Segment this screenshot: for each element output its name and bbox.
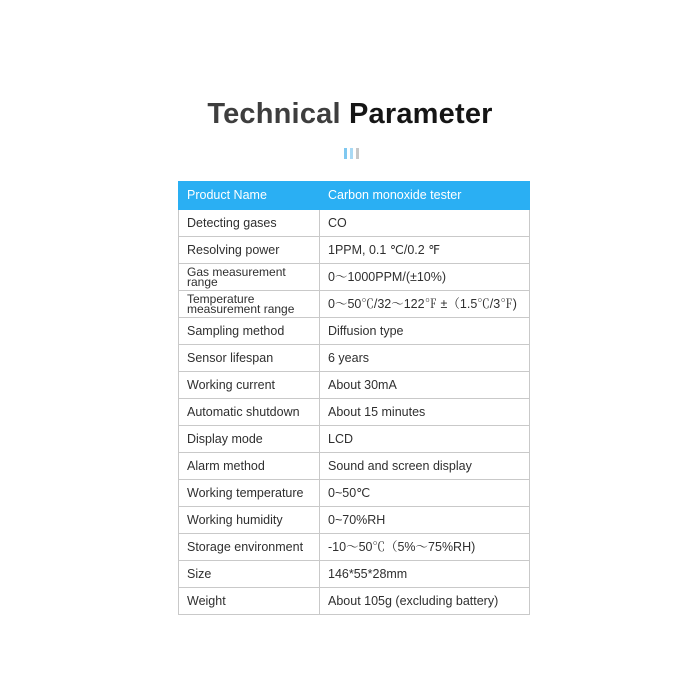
row-value: Diffusion type xyxy=(320,318,530,345)
decorative-bars-icon xyxy=(344,148,364,159)
table-row xyxy=(179,534,530,561)
row-label: Working humidity xyxy=(179,507,320,534)
row-label: Gas measurement range xyxy=(179,264,320,291)
row-label: Weight xyxy=(179,588,320,615)
row-value: -10～50℃（5%～75%RH) xyxy=(320,534,530,561)
table-row xyxy=(179,480,530,507)
table-row xyxy=(179,345,530,372)
row-label: Automatic shutdown xyxy=(179,399,320,426)
table-row xyxy=(179,264,530,291)
row-label: Storage environment xyxy=(179,534,320,561)
row-label: Alarm method xyxy=(179,453,320,480)
row-label: Detecting gases xyxy=(179,210,320,237)
row-value: 0～50℃/32～122℉ ±（1.5℃/3℉) xyxy=(320,291,530,318)
row-value: 6 years xyxy=(320,345,530,372)
bar-2 xyxy=(350,148,353,159)
page-title xyxy=(0,96,700,132)
row-label: Display mode xyxy=(179,426,320,453)
bar-3 xyxy=(356,148,359,159)
table-row xyxy=(179,399,530,426)
header-label: Product Name xyxy=(179,182,320,210)
row-value: 146*55*28mm xyxy=(320,561,530,588)
row-label: Working temperature xyxy=(179,480,320,507)
row-label: Sensor lifespan xyxy=(179,345,320,372)
row-value: About 30mA xyxy=(320,372,530,399)
title-part-parameter: Parameter xyxy=(349,98,493,130)
row-value: Sound and screen display xyxy=(320,453,530,480)
row-value: LCD xyxy=(320,426,530,453)
row-label: Temperature measurement range xyxy=(179,291,320,318)
table-row xyxy=(179,291,530,318)
table-row xyxy=(179,426,530,453)
row-value: CO xyxy=(320,210,530,237)
table-row xyxy=(179,507,530,534)
table-body xyxy=(179,210,530,615)
row-label: Resolving power xyxy=(179,237,320,264)
table-row xyxy=(179,453,530,480)
table-row xyxy=(179,318,530,345)
row-value: 0~70%RH xyxy=(320,507,530,534)
table-header-row xyxy=(179,182,530,210)
row-value: 0~50℃ xyxy=(320,480,530,507)
table-row xyxy=(179,372,530,399)
row-value: About 15 minutes xyxy=(320,399,530,426)
table-row xyxy=(179,588,530,615)
table-row xyxy=(179,237,530,264)
row-label: Sampling method xyxy=(179,318,320,345)
row-value: 0～1000PPM/(±10%) xyxy=(320,264,530,291)
row-label: Size xyxy=(179,561,320,588)
table-row xyxy=(179,210,530,237)
row-value: About 105g (excluding battery) xyxy=(320,588,530,615)
table-row xyxy=(179,561,530,588)
row-value: 1PPM, 0.1 ℃/0.2 ℉ xyxy=(320,237,530,264)
header-value: Carbon monoxide tester xyxy=(320,182,530,210)
bar-1 xyxy=(344,148,347,159)
spec-table xyxy=(178,181,530,615)
title-part-technical: Technical xyxy=(207,98,349,130)
row-label: Working current xyxy=(179,372,320,399)
